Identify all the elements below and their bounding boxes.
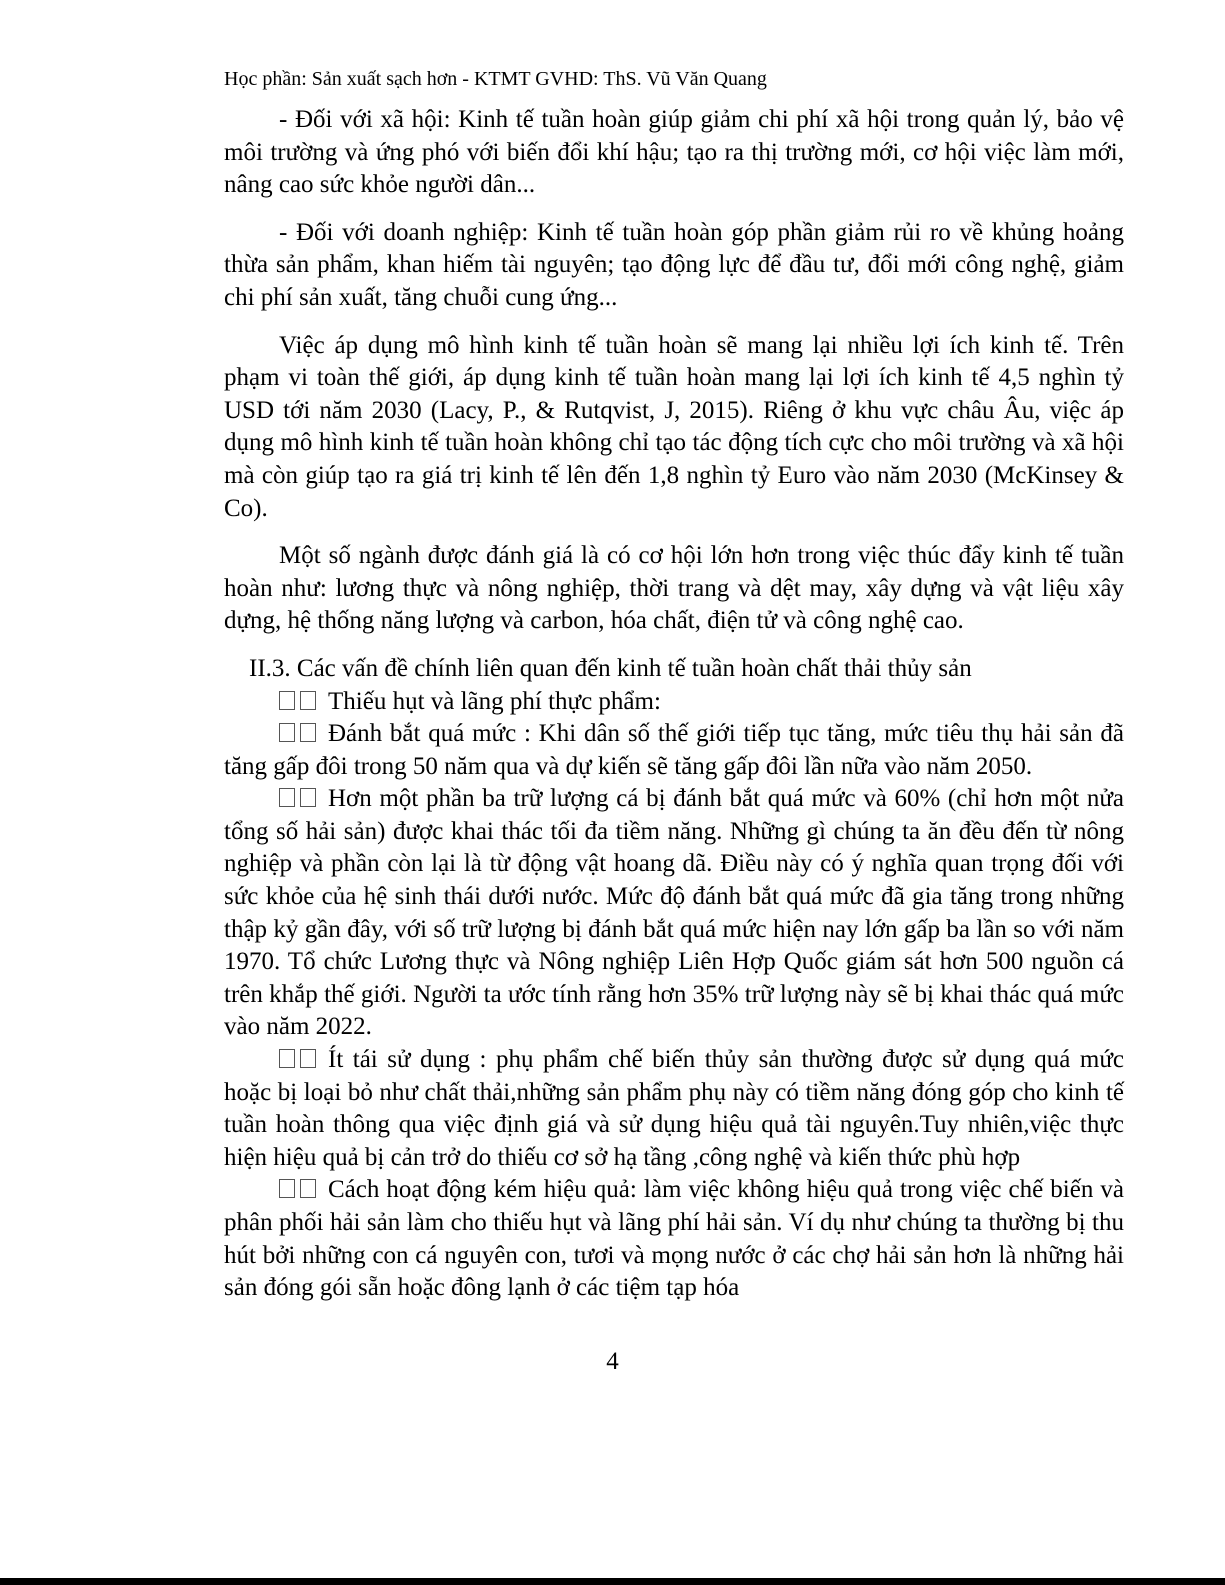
bullet-box-icon [279,720,321,747]
bullet-text: Cách hoạt động kém hiệu quả: làm việc không hiệu quả trong việc chế biến và phân phối hải sản làm cho thiếu hụt và lãng phí hải sản. Ví dụ như chúng ta thường bị thu hút bởi những con cá nguyên con, tươi và mọng nước ở các chợ hải sản hơn là những hải sản đóng gói sẵn hoặc đông lạnh ở các tiệm tạp hóa [224,1176,1124,1302]
paragraph-society: - Đối với xã hội: Kinh tế tuần hoàn giúp giảm chi phí xã hội trong quản lý, bảo vệ môi trường và ứng phó với biến đổi khí hậu; tạo ra thị trường mới, cơ hội việc làm mới, nâng cao sức khỏe người dân... [224,106,1124,199]
bullet-text: Thiếu hụt và lãng phí thực phẩm: [328,687,661,715]
bullet-text: Đánh bắt quá mức : Khi dân số thế giới tiếp tục tăng, mức tiêu thụ hải sản đã tăng gấp đôi trong 50 năm qua và dự kiến sẽ tăng gấp đôi lần nữa vào năm 2050. [224,720,1124,780]
document-body [224,104,1124,1305]
page-header: Học phần: Sản xuất sạch hơn - KTMT GVHD: ThS. Vũ Văn Quang [224,68,767,90]
bullet-box-icon [279,688,321,715]
section-heading: II.3. Các vấn đề chính liên quan đến kinh tế tuần hoàn chất thải thủy sản [249,654,972,682]
bullet-item [224,1044,1124,1174]
page-number: 4 [606,1348,619,1375]
bullet-box-icon [279,1176,321,1203]
bullet-box-icon [279,785,321,812]
bullet-box-icon [279,1046,321,1073]
paragraph-sectors: Một số ngành được đánh giá là có cơ hội lớn hơn trong việc thúc đẩy kinh tế tuần hoàn như: lương thực và nông nghiệp, thời trang và dệt may, xây dựng và vật liệu xây dựng, hệ thống năng lượng và carbon, hóa chất, điện tử và công nghệ cao. [224,542,1124,635]
page-bottom-edge [0,1578,1225,1585]
bullet-text: Ít tái sử dụng : phụ phẩm chế biến thủy sản thường được sử dụng quá mức hoặc bị loại bỏ như chất thải,những sản phẩm phụ này có tiềm năng đóng góp cho kinh tế tuần hoàn thông qua việc định giá và sử dụng hiệu quả tài nguyên.Tuy nhiên,việc thực hiện hiệu quả bị cản trở do thiếu cơ sở hạ tầng ,công nghệ và kiến thức phù hợp [224,1046,1124,1171]
bullet-item [224,686,1124,719]
bullet-item [224,718,1124,783]
bullet-text: Hơn một phần ba trữ lượng cá bị đánh bắt quá mức và 60% (chỉ hơn một nửa tổng số hải sản) được khai thác tối đa tiềm năng. Những gì chúng ta ăn đều đến từ nông nghiệp và phần còn lại là từ động vật hoang dã. Điều này có ý nghĩa quan trọng đối với sức khỏe của hệ sinh thái dưới nước. Mức độ đánh bắt quá mức đã gia tăng trong những thập kỷ gần đây, với số trữ lượng bị đánh bắt quá mức hiện nay lớn gấp ba lần so với năm 1970. Tổ chức Lương thực và Nông nghiệp Liên Hợp Quốc giám sát hơn 500 nguồn cá trên khắp thế giới. Người ta ước tính rằng hơn 35% trữ lượng này sẽ bị khai thác quá mức vào năm 2022. [224,785,1124,1041]
paragraph-business: - Đối với doanh nghiệp: Kinh tế tuần hoàn góp phần giảm rủi ro về khủng hoảng thừa sản phẩm, khan hiếm tài nguyên; tạo động lực để đầu tư, đổi mới công nghệ, giảm chi phí sản xuất, tăng chuỗi cung ứng... [224,218,1124,311]
bullet-item [224,1174,1124,1304]
paragraph-economic-benefits: Việc áp dụng mô hình kinh tế tuần hoàn sẽ mang lại nhiều lợi ích kinh tế. Trên phạm vi toàn thế giới, áp dụng kinh tế tuần hoàn mang lại lợi ích kinh tế 4,5 nghìn tỷ USD tới năm 2030 (Lacy, P., & Rutqvist, J, 2015). Riêng ở khu vực châu Âu, việc áp dụng mô hình kinh tế tuần hoàn không chỉ tạo tác động tích cực cho môi trường và xã hội mà còn giúp tạo ra giá trị kinh tế lên đến 1,8 nghìn tỷ Euro vào năm 2030 (McKinsey & Co). [224,331,1124,522]
bullet-item [224,783,1124,1044]
